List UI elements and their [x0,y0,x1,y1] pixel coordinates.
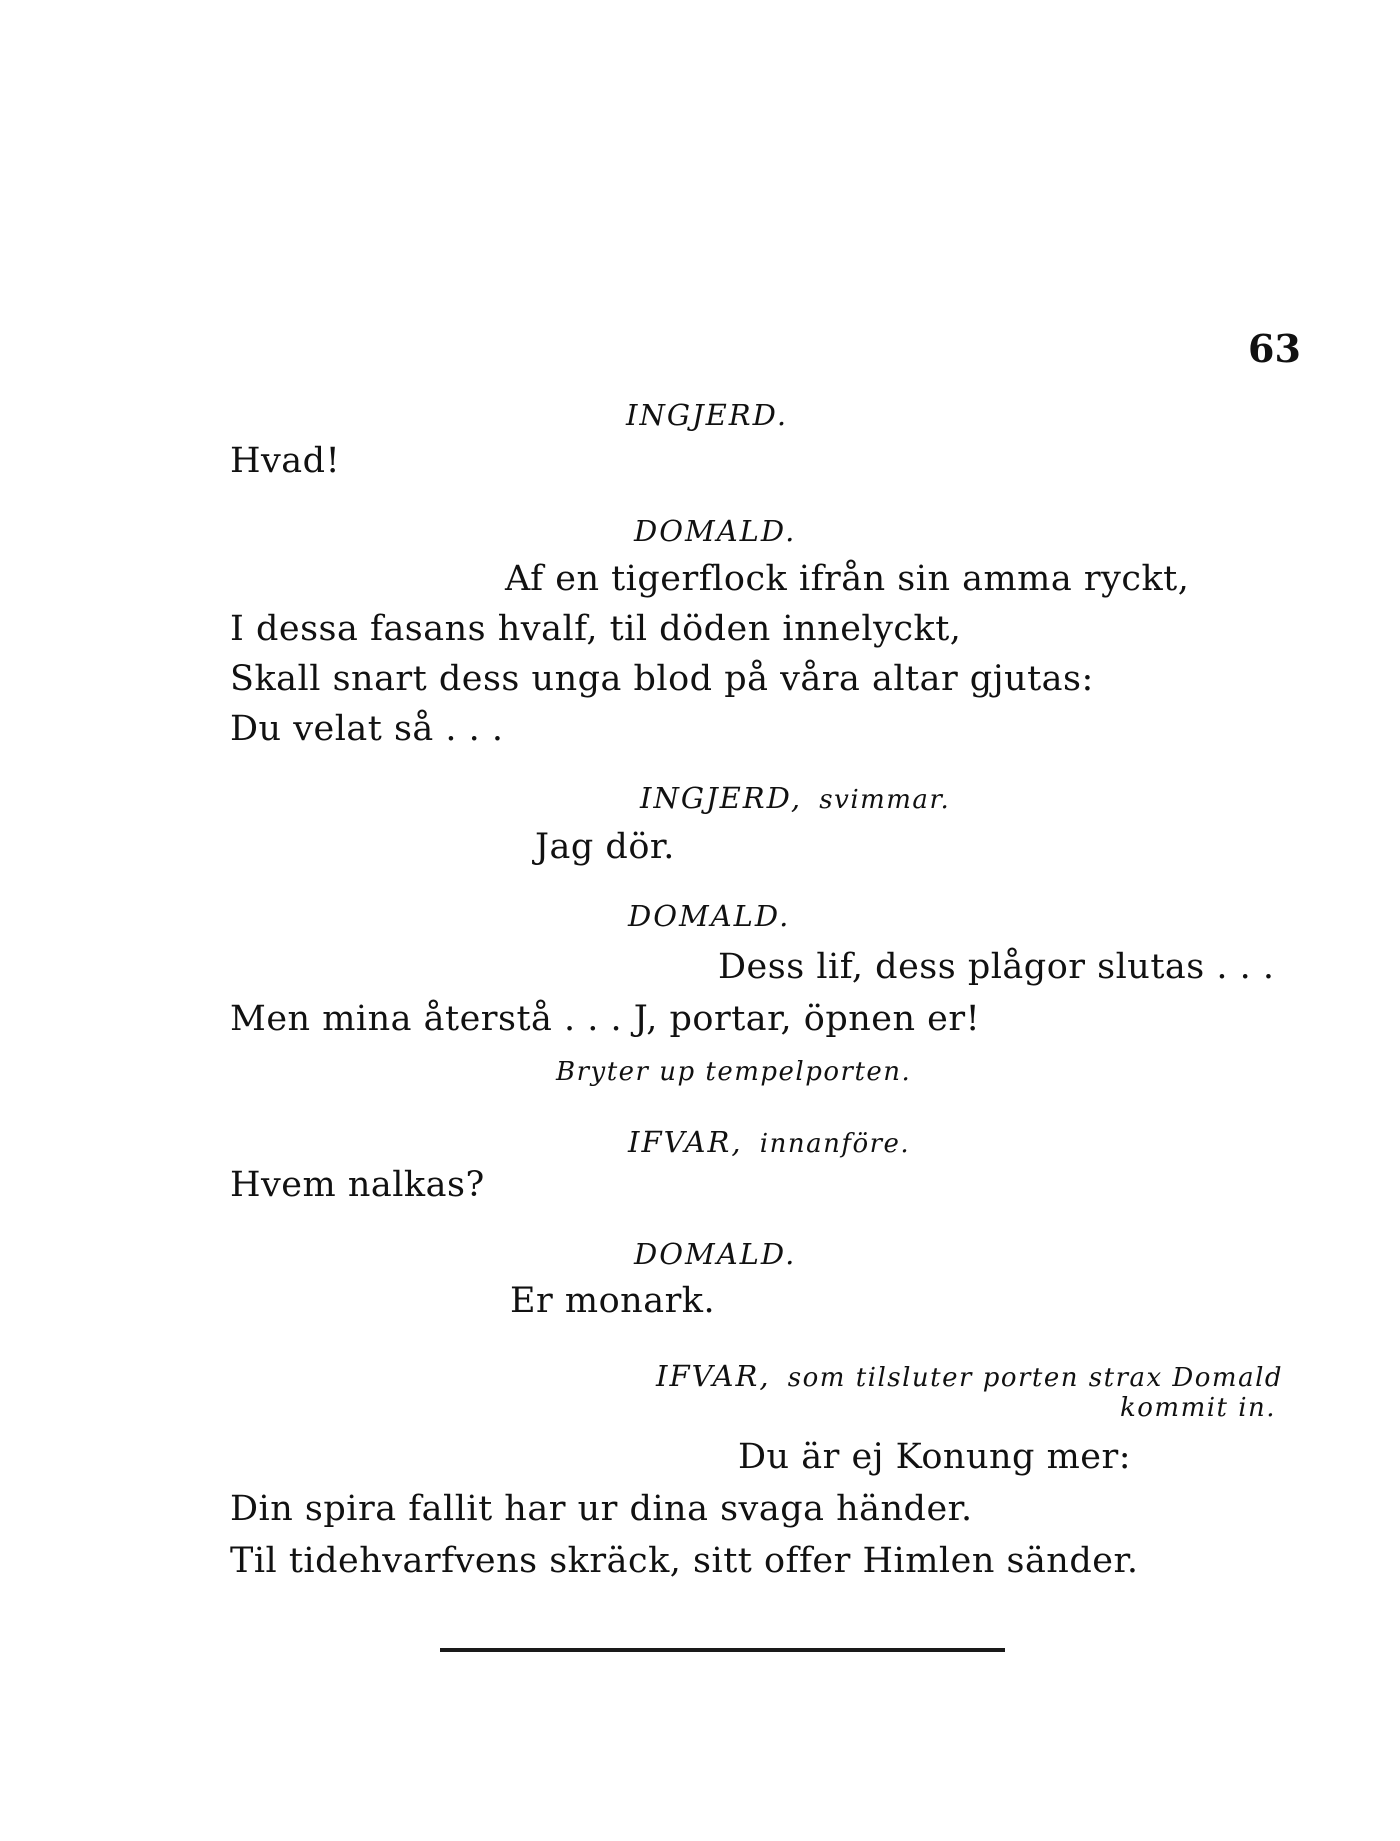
speaker-domald: DOMALD. [634,1237,797,1271]
speaker-domald: DOMALD. [634,514,797,548]
verse-line: I dessa fasans hvalf, til döden innelyckt, [230,609,962,649]
page-number: 63 [1248,326,1301,371]
verse-line: Du är ej Konung mer: [738,1437,1132,1477]
verse-line: Dess lif, dess plågor slutas . . . [718,947,1275,987]
verse-line: Din spira fallit har ur dina svaga händer. [230,1489,973,1529]
verse-line: Men mina återstå . . . J, portar, öpnen er! [230,999,981,1039]
stage-direction: Bryter up tempelporten. [556,1057,912,1087]
stage-direction: innanföre. [759,1129,911,1159]
speaker-ingjerd [640,780,950,816]
stage-direction: svimmar. [819,785,951,815]
speaker-domald: DOMALD. [628,899,791,933]
stage-direction: kommit in. [1120,1393,1277,1423]
speaker-ifvar [628,1124,910,1160]
verse-line: Hvad! [230,441,341,481]
speaker-name: IFVAR, [656,1359,771,1393]
speaker-name: INGJERD, [640,781,803,815]
verse-line: Hvem nalkas? [230,1165,485,1205]
verse-line: Af en tigerflock ifrån sin amma ryckt, [505,559,1190,599]
verse-line: Er monark. [510,1281,716,1321]
verse-line: Til tidehvarfvens skräck, sitt offer Himlen sänder. [230,1541,1139,1581]
stage-direction: som tilsluter porten strax Domald [787,1363,1284,1393]
verse-line: Jag dör. [535,827,675,867]
end-rule [440,1648,1005,1652]
verse-line: Skall snart dess unga blod på våra altar gjutas: [230,659,1094,699]
speaker-ingjerd: INGJERD. [626,398,789,432]
speaker-name: IFVAR, [628,1125,743,1159]
speaker-ifvar [656,1358,1283,1394]
verse-line: Du velat så . . . [230,709,504,749]
